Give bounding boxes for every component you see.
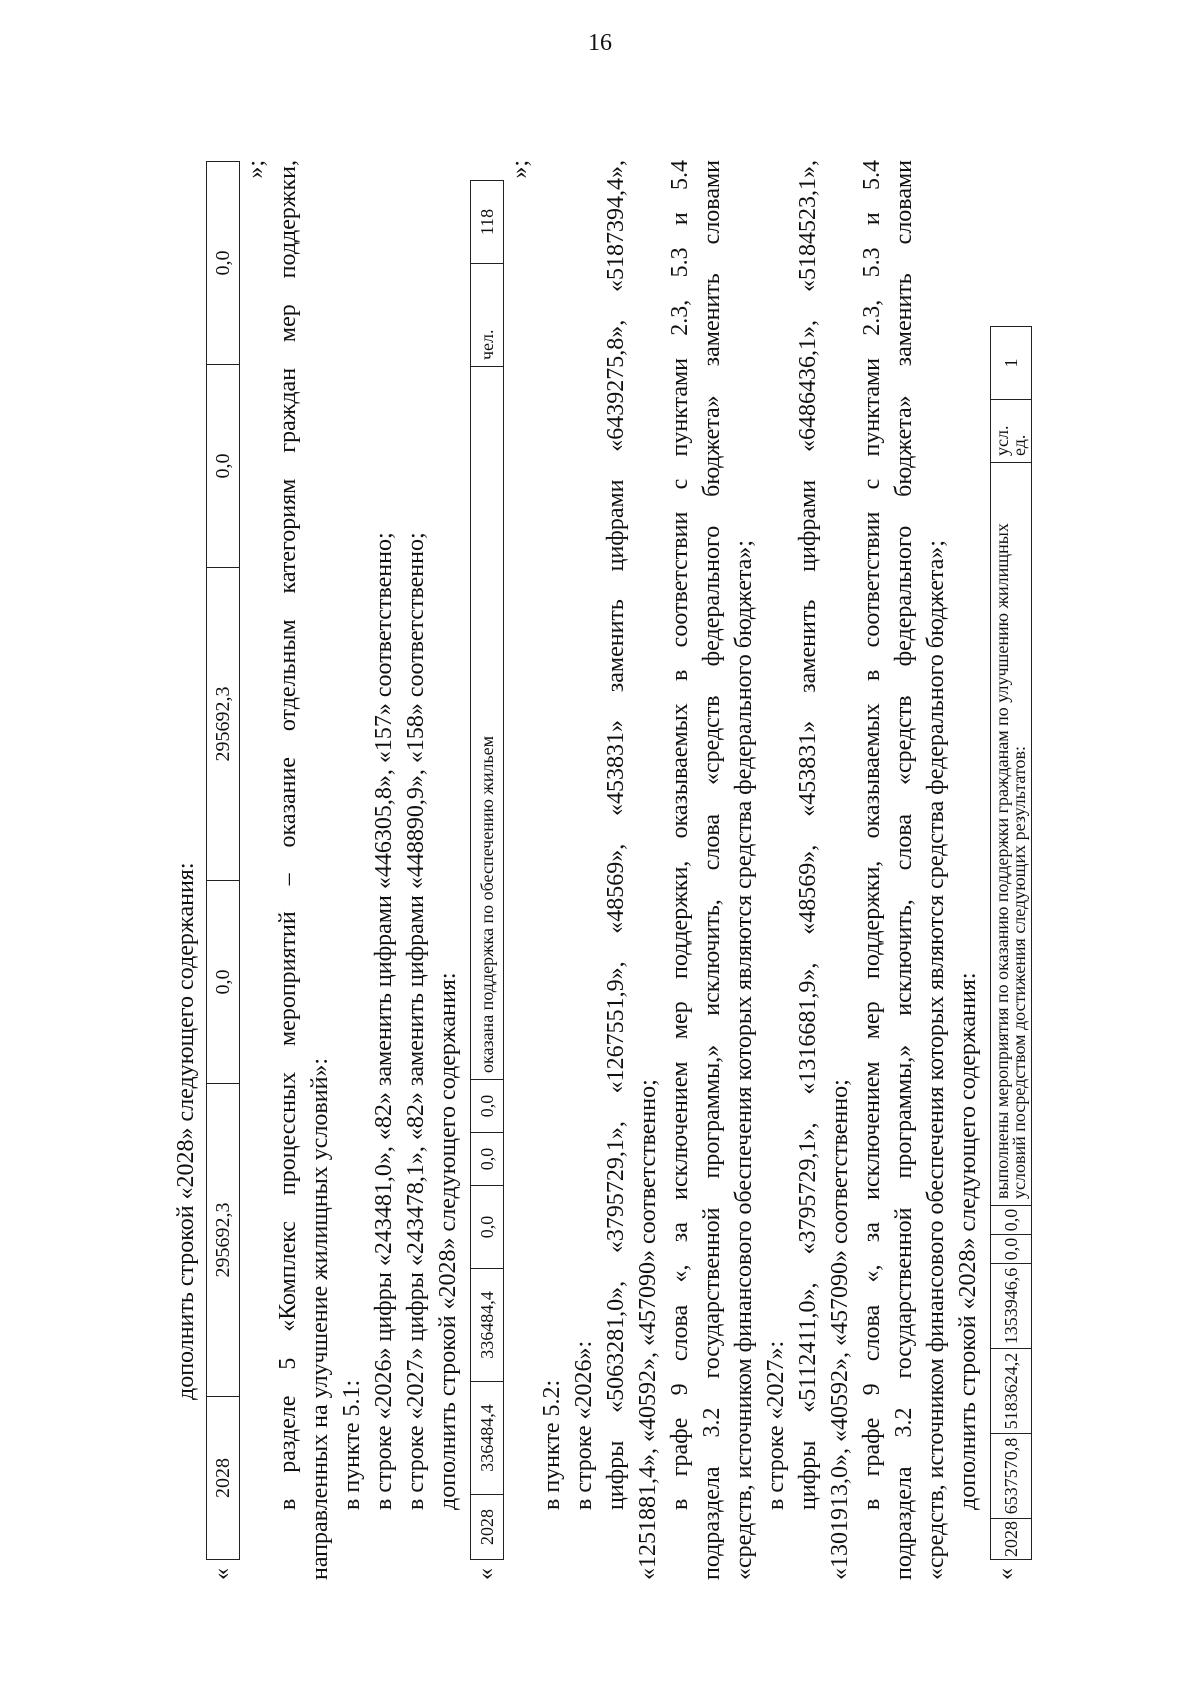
text-line: подраздела 3.2 государственной программы,» исключить, слова «средств федерального бюджета» заменить словами	[699, 160, 725, 1580]
table-row-2028-c	[990, 326, 1032, 1560]
text-line: в графе 9 слова «, за исключением мер поддержки, оказываемых в соответствии с пунктами 2.3, 5.3 и 5.4	[859, 160, 885, 1510]
cell-value: 0,0	[471, 1080, 504, 1133]
cell-count: 1	[991, 327, 1032, 400]
cell-year: 2028	[991, 1519, 1032, 1560]
text-line: «средств, источником финансового обеспечения которых являются средства федерального бюджета»;	[731, 540, 757, 1580]
cell-year: 2028	[471, 1495, 504, 1560]
text-line: в разделе 5 «Комплекс процессных мероприятий – оказание отдельным категориям граждан мер поддержки,	[275, 160, 301, 1510]
table3-block	[990, 100, 1032, 1580]
cell-value: 0,0	[991, 1206, 1032, 1235]
rotated-content	[170, 100, 1050, 1580]
cell-count: 118	[471, 181, 504, 264]
section-5-paragraph	[272, 160, 464, 1580]
cell-value: 0,0	[991, 1235, 1032, 1264]
text-line: в строке «2026» цифры «243481,0», «82» заменить цифрами «446305,8», «157» соответственно;	[371, 532, 397, 1510]
cell-total: 295692,3	[207, 1084, 240, 1397]
cell-value: 0,0	[471, 1186, 504, 1269]
cell-value: 0,0	[207, 162, 240, 365]
cell-result: оказана поддержка по обеспечению жильем	[471, 367, 504, 1080]
table2-block	[470, 100, 504, 1580]
text-line: дополнить строкой «2028» следующего содержания:	[435, 972, 461, 1510]
text-line: «1301913,0», «40592», «457090» соответственно;	[827, 1079, 853, 1580]
open-quote: «	[993, 1568, 1019, 1580]
text-line: направленных на улучшение жилищных условий»:	[307, 1057, 333, 1580]
section-5-2-paragraph	[536, 160, 984, 1580]
cell-value: 0,0	[207, 881, 240, 1084]
text-line: в строке «2027» цифры «243478,1», «82» заменить цифрами «448890,9», «158» соответственно;	[403, 532, 429, 1510]
text-line: цифры «5063281,0», «3795729,1», «1267551,9», «48569», «453831» заменить цифрами «6439275,8», «5187394,4»,	[603, 160, 629, 1510]
cell-year: 2028	[207, 1397, 240, 1560]
cell-value: 0,0	[471, 1133, 504, 1186]
cell-total: 336484,4	[471, 1382, 504, 1495]
close-quote: »;	[507, 160, 533, 179]
cell-result: выполнены мероприятия по оказанию поддержки гражданам по улучшению жилищных условий посредством достижения следующих результатов:	[991, 463, 1032, 1206]
open-quote: «	[209, 1568, 235, 1580]
cell-unit: чел.	[471, 264, 504, 367]
text-line: в пункте 5.1:	[339, 1379, 365, 1510]
page-number: 16	[588, 30, 612, 56]
open-quote: «	[473, 1568, 499, 1580]
text-line: в строке «2027»:	[763, 1340, 789, 1510]
table-row-2028-a	[206, 161, 240, 1560]
text-line: в графе 9 слова «, за исключением мер поддержки, оказываемых в соответствии с пунктами 2.3, 5.3 и 5.4	[667, 160, 693, 1510]
close-quote: »;	[243, 160, 269, 179]
cell-value: 0,0	[207, 365, 240, 568]
paragraph-add-row-1: дополнить строкой «2028» следующего содержания:	[173, 862, 199, 1400]
cell-value: 5183624,2	[991, 1349, 1032, 1434]
text-line: в пункте 5.2:	[539, 1379, 565, 1510]
text-line: дополнить строкой «2028» следующего содержания:	[955, 972, 981, 1510]
cell-value: 1353946,6	[991, 1264, 1032, 1349]
cell-unit: усл. ед.	[991, 400, 1032, 463]
cell-value: 295692,3	[207, 568, 240, 881]
table-row-2028-b	[470, 180, 504, 1560]
text-line: цифры «5112411,0», «3795729,1», «1316681,9», «48569», «453831» заменить цифрами «6486436,1», «5184523,1»,	[795, 160, 821, 1510]
text-line: «1251881,4», «40592», «457090» соответственно;	[635, 1079, 661, 1580]
text-line: в строке «2026»:	[571, 1340, 597, 1510]
cell-value: 336484,4	[471, 1269, 504, 1382]
text-line: «средств, источником финансового обеспечения которых являются средства федерального бюджета»;	[923, 540, 949, 1580]
text-line: подраздела 3.2 государственной программы,» исключить, слова «средств федерального бюджета» заменить словами	[891, 160, 917, 1580]
cell-total: 6537570,8	[991, 1434, 1032, 1519]
table1-block	[206, 100, 240, 1580]
